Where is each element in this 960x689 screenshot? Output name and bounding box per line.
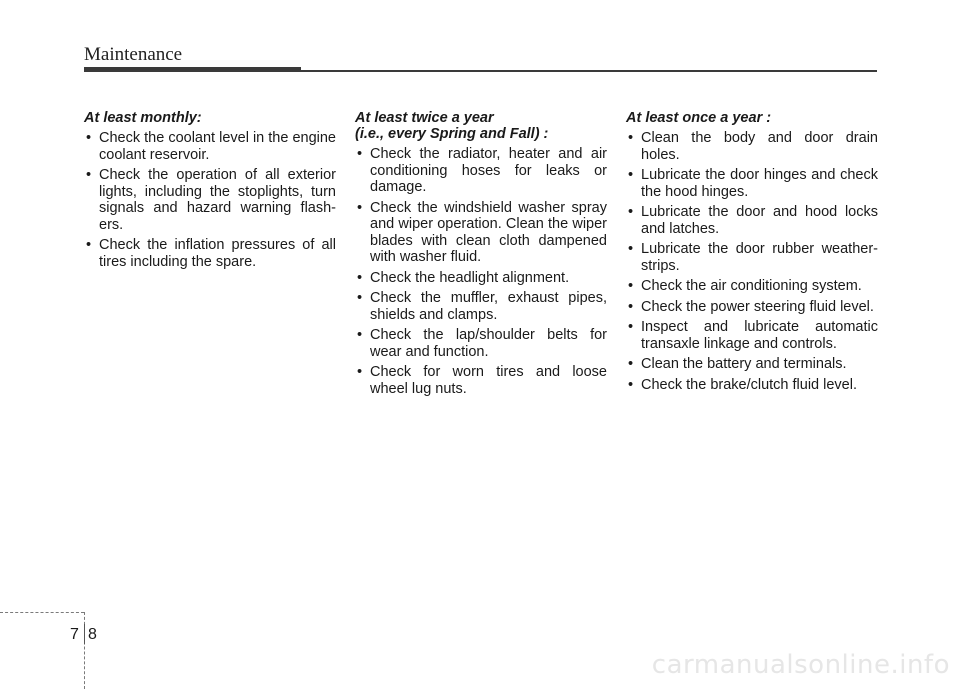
checklist-item [626,167,878,200]
bullet-icon: • [628,356,634,372]
checklist-twice-a-year [355,146,607,397]
bullet-icon: • [628,278,634,294]
bullet-icon: • [86,130,92,146]
checklist-item-text: Check the brake/clutch fluid level. [641,376,857,393]
column-monthly [84,110,336,274]
checklist-item-text: Check the inflation pressures of all tires including the spare. [99,237,336,270]
checklist-item [626,241,878,274]
bullet-icon: • [628,204,634,220]
checklist-item [626,319,878,352]
bullet-icon: • [628,167,634,183]
bullet-icon: • [357,327,363,343]
page-header-title: Maintenance [84,44,183,65]
section-heading-once-a-year [626,110,878,126]
section-heading-twice-a-year [355,110,607,142]
header-rule-thick [84,67,301,72]
checklist-monthly [84,130,336,270]
checklist-item-text: Check the lap/shoulder belts for wear and function. [370,327,607,360]
bullet-icon: • [86,237,92,253]
checklist-item-text: Lubricate the door and hood locks and latches. [641,204,878,237]
checklist-item [84,237,336,270]
checklist-item [626,299,878,316]
bullet-icon: • [628,319,634,335]
checklist-item-text: Check the muffler, exhaust pipes, shields and clamps. [370,290,607,323]
footer-crop-line-horizontal [0,612,84,613]
checklist-item [626,356,878,373]
checklist-item-text: Check for worn tires and loose wheel lug nuts. [370,364,607,397]
checklist-item-text: Check the power steering fluid level. [641,298,874,315]
checklist-item-text: Inspect and lubricate automatic transaxle linkage and controls. [641,319,878,352]
section-heading-line: At least once a year : [626,110,772,126]
checklist-item [355,146,607,196]
section-heading-line: (i.e., every Spring and Fall) : [355,126,549,142]
checklist-item [626,278,878,295]
checklist-item-text: Lubricate the door hinges and check the hood hinges. [641,167,878,200]
bullet-icon: • [628,241,634,257]
checklist-item-text: Check the coolant level in the engine coolant reservoir. [99,130,336,163]
bullet-icon: • [357,269,363,286]
checklist-item [355,364,607,397]
checklist-item-text: Check the radiator, heater and air conditioning hoses for leaks or damage. [370,146,607,195]
checklist-item [626,204,878,237]
page-number: 8 [88,626,97,643]
watermark-text: carmanualsonline.info [651,650,950,680]
column-twice-a-year [355,110,607,401]
checklist-item [355,270,607,287]
bullet-icon: • [357,290,363,306]
bullet-icon: • [357,146,363,162]
bullet-icon: • [628,376,634,393]
checklist-item [626,377,878,394]
checklist-item [355,327,607,360]
bullet-icon: • [357,199,363,216]
checklist-item-text: Check the operation of all exterior lights, including the stoplights, turn signals and hazard warning flash-ers. [99,167,336,233]
header-rule-thin [301,70,877,72]
page-number-separator [84,624,85,644]
section-heading-line: At least twice a year [355,110,494,126]
checklist-item-text: Check the headlight alignment. [370,269,570,286]
bullet-icon: • [86,167,92,183]
checklist-item [355,290,607,323]
column-once-a-year [626,110,878,397]
checklist-item-text: Clean the battery and terminals. [641,356,847,372]
checklist-item [84,167,336,233]
bullet-icon: • [357,364,363,380]
checklist-item [355,200,607,266]
checklist-once-a-year [626,130,878,393]
checklist-item-text: Check the air conditioning system. [641,278,862,294]
page-chapter-number: 7 [70,626,79,643]
checklist-item [84,130,336,163]
checklist-item-text: Check the windshield washer spray and wiper operation. Clean the wiper blades with clean cloth dampened with washer fluid. [370,199,607,265]
checklist-item-text: Clean the body and door drain holes. [641,130,878,163]
checklist-item [626,130,878,163]
bullet-icon: • [628,298,634,315]
section-heading-monthly [84,110,336,126]
checklist-item-text: Lubricate the door rubber weather-strips. [641,241,878,274]
section-heading-line: At least monthly: [84,110,202,126]
bullet-icon: • [628,130,634,146]
